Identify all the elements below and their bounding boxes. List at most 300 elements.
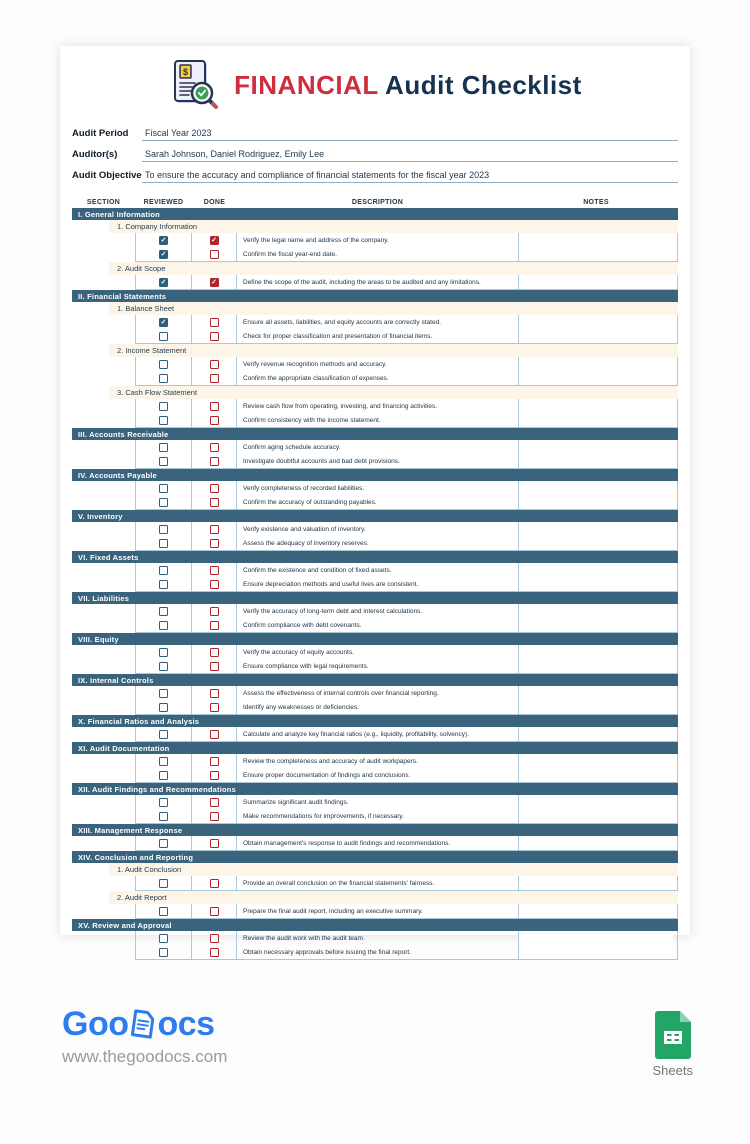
audit-objective-label: Audit Objective — [72, 170, 142, 181]
row-description: Review the completeness and accuracy of audit workpapers. — [243, 757, 418, 765]
reviewed-cell — [136, 836, 192, 850]
reviewed-cell — [136, 931, 192, 945]
audit-period-label: Audit Period — [72, 128, 129, 139]
reviewed-cell — [136, 904, 192, 918]
done-cell — [192, 645, 237, 659]
checklist-group — [135, 876, 678, 891]
reviewed-cell — [136, 522, 192, 536]
section-header: V. Inventory — [72, 510, 678, 522]
reviewed-checkbox[interactable] — [159, 580, 168, 589]
row-description: Verify the accuracy of long-term debt and interest calculations. — [243, 607, 423, 615]
section-header: II. Financial Statements — [72, 290, 678, 302]
checklist-group — [135, 727, 678, 742]
goodocs-logo[interactable] — [62, 1005, 227, 1044]
checklist-row — [136, 659, 518, 673]
checklist-group — [135, 604, 678, 633]
notes-cell[interactable] — [518, 727, 673, 741]
column-header-description: DESCRIPTION — [351, 198, 404, 206]
row-description: Prepare the final audit report, including an executive summary. — [243, 907, 423, 915]
reviewed-cell — [136, 495, 192, 509]
reviewed-checkbox[interactable] — [159, 402, 168, 411]
section-header: XI. Audit Documentation — [72, 742, 678, 754]
document-header — [72, 54, 678, 116]
checklist-group — [135, 645, 678, 674]
reviewed-checkbox[interactable]: ✓ — [160, 278, 167, 286]
checklist-row — [136, 357, 518, 371]
done-checkbox[interactable] — [210, 730, 219, 739]
reviewed-cell — [136, 604, 192, 618]
reviewed-checkbox[interactable] — [159, 907, 168, 916]
done-cell — [192, 454, 237, 468]
checklist-row — [136, 481, 518, 495]
section-header: X. Financial Ratios and Analysis — [72, 715, 678, 727]
auditors-label: Auditor(s) — [72, 149, 118, 160]
section-header: IV. Accounts Payable — [72, 469, 678, 481]
row-description: Ensure all assets, liabilities, and equity accounts are correctly stated. — [243, 318, 441, 326]
reviewed-checkbox[interactable] — [159, 621, 168, 630]
done-cell — [192, 536, 237, 550]
checklist-row — [136, 604, 518, 618]
checklist-row — [136, 795, 518, 809]
reviewed-cell — [136, 754, 192, 768]
done-checkbox[interactable] — [210, 771, 219, 780]
checklist-row — [136, 836, 518, 850]
reviewed-checkbox[interactable] — [159, 332, 168, 341]
done-cell — [192, 727, 237, 741]
section-header: IX. Internal Controls — [72, 674, 678, 686]
reviewed-cell — [136, 563, 192, 577]
row-description: Ensure proper documentation of findings and conclusions. — [243, 771, 411, 779]
title-financial: FINANCIAL — [234, 69, 379, 100]
notes-cell[interactable] — [518, 876, 673, 890]
done-checkbox[interactable] — [210, 839, 219, 848]
checklist-row — [136, 931, 518, 945]
reviewed-cell — [136, 413, 192, 427]
done-cell — [192, 563, 237, 577]
checklist-row — [136, 329, 518, 343]
column-header-section: SECTION — [86, 198, 121, 206]
reviewed-cell — [136, 371, 192, 385]
checklist-group — [135, 481, 678, 510]
notes-cell[interactable] — [518, 645, 673, 673]
notes-cell[interactable] — [518, 604, 673, 632]
checklist-group — [135, 686, 678, 715]
reviewed-cell — [136, 945, 192, 959]
row-description: Assess the adequacy of inventory reserves. — [243, 539, 369, 547]
checklist-rows — [136, 481, 518, 509]
notes-cell[interactable] — [518, 686, 673, 714]
done-cell — [192, 945, 237, 959]
checklist-rows — [136, 399, 518, 427]
reviewed-checkbox[interactable] — [159, 757, 168, 766]
done-checkbox[interactable] — [210, 907, 219, 916]
row-description: Ensure depreciation methods and useful lives are consistent. — [243, 580, 419, 588]
checklist-row — [136, 413, 518, 427]
checklist-row — [136, 454, 518, 468]
reviewed-checkbox[interactable] — [159, 662, 168, 671]
row-description: Calculate and analyze key financial ratios (e.g., liquidity, profitability, solvency). — [243, 730, 469, 738]
checklist-row — [136, 577, 518, 591]
done-checkbox[interactable] — [210, 360, 219, 369]
checklist-row — [136, 233, 518, 247]
done-checkbox[interactable] — [210, 580, 219, 589]
checklist-row — [136, 645, 518, 659]
reviewed-checkbox[interactable] — [159, 607, 168, 616]
checklist-rows — [136, 315, 518, 343]
page-title — [234, 70, 582, 101]
checklist-rows — [136, 357, 518, 385]
done-cell — [192, 931, 237, 945]
checklist-rows — [136, 876, 518, 890]
reviewed-checkbox[interactable] — [159, 539, 168, 548]
checklist-row — [136, 700, 518, 714]
auditors-value: Sarah Johnson, Daniel Rodriguez, Emily Lee — [142, 149, 678, 162]
auditors-row — [72, 141, 678, 162]
notes-cell[interactable] — [518, 357, 673, 385]
reviewed-cell — [136, 659, 192, 673]
reviewed-checkbox[interactable] — [159, 498, 168, 507]
google-sheets-icon — [655, 1011, 691, 1059]
audit-objective-value: To ensure the accuracy and compliance of financial statements for the fiscal year 2023 — [142, 170, 678, 183]
done-checkbox[interactable] — [210, 607, 219, 616]
section-header: VI. Fixed Assets — [72, 551, 678, 563]
reviewed-checkbox[interactable] — [159, 457, 168, 466]
done-cell — [192, 247, 237, 261]
reviewed-checkbox[interactable] — [159, 689, 168, 698]
done-cell — [192, 495, 237, 509]
row-description: Confirm the appropriate classification of expenses. — [243, 374, 389, 382]
row-description: Confirm the accuracy of outstanding payables. — [243, 498, 377, 506]
checklist-row — [136, 440, 518, 454]
done-cell — [192, 577, 237, 591]
done-checkbox[interactable] — [210, 484, 219, 493]
checklist-row — [136, 536, 518, 550]
column-header-reviewed: REVIEWED — [143, 198, 184, 206]
sheets-label: Sheets — [652, 1063, 693, 1078]
done-checkbox[interactable] — [210, 689, 219, 698]
row-description: Provide an overall conclusion on the financial statements' fairness. — [243, 879, 435, 887]
done-cell — [192, 413, 237, 427]
reviewed-checkbox[interactable] — [159, 525, 168, 534]
checklist-group — [135, 931, 678, 960]
reviewed-checkbox[interactable] — [159, 374, 168, 383]
reviewed-checkbox[interactable] — [159, 703, 168, 712]
row-description: Summarize significant audit findings. — [243, 798, 349, 806]
checklist-group — [135, 904, 678, 919]
checklist-rows — [136, 563, 518, 591]
reviewed-cell — [136, 686, 192, 700]
reviewed-cell — [136, 577, 192, 591]
checklist-row — [136, 686, 518, 700]
goodocs-brand — [62, 1005, 227, 1067]
checklist-rows — [136, 522, 518, 550]
notes-cell[interactable] — [518, 399, 673, 427]
section-header: XIV. Conclusion and Reporting — [72, 851, 678, 863]
reviewed-cell — [136, 700, 192, 714]
notes-cell[interactable] — [518, 315, 673, 343]
checklist-row — [136, 399, 518, 413]
done-cell — [192, 329, 237, 343]
notes-cell[interactable] — [518, 754, 673, 782]
reviewed-checkbox[interactable] — [159, 948, 168, 957]
subsection-header: 1. Balance Sheet — [109, 302, 678, 315]
done-cell — [192, 809, 237, 823]
goodocs-doc-icon — [130, 1009, 156, 1039]
row-description: Verify completeness of recorded liabilities. — [243, 484, 365, 492]
audit-document-magnifier-icon — [168, 59, 220, 111]
checklist-row — [136, 275, 518, 289]
checklist-row — [136, 247, 518, 261]
reviewed-cell — [136, 876, 192, 890]
document-page — [60, 46, 690, 956]
done-checkbox[interactable] — [210, 662, 219, 671]
column-header-done: DONE — [203, 198, 226, 206]
row-description: Verify the legal name and address of the company. — [243, 236, 389, 244]
reviewed-cell — [136, 275, 192, 289]
subsection-header: 1. Company Information — [109, 220, 678, 233]
reviewed-checkbox[interactable] — [159, 566, 168, 575]
subsection-header: 2. Audit Report — [109, 891, 678, 904]
website-url[interactable]: www.thegoodocs.com — [62, 1047, 228, 1066]
reviewed-cell — [136, 399, 192, 413]
checklist-row — [136, 618, 518, 632]
reviewed-cell — [136, 440, 192, 454]
reviewed-checkbox[interactable]: ✓ — [160, 236, 167, 244]
checklist-group — [135, 522, 678, 551]
reviewed-cell — [136, 536, 192, 550]
checklist-rows — [136, 233, 518, 261]
reviewed-cell — [136, 315, 192, 329]
row-description: Confirm compliance with debt covenants. — [243, 621, 362, 629]
checklist-row — [136, 809, 518, 823]
reviewed-cell — [136, 247, 192, 261]
checklist-group — [135, 754, 678, 783]
done-checkbox[interactable] — [210, 416, 219, 425]
subsection-header: 3. Cash Flow Statement — [109, 386, 678, 399]
reviewed-checkbox[interactable] — [159, 730, 168, 739]
checklist-row — [136, 876, 518, 890]
reviewed-checkbox[interactable] — [159, 798, 168, 807]
logo-text-ocs: ocs — [157, 1005, 215, 1043]
done-cell — [192, 440, 237, 454]
checklist-row — [136, 495, 518, 509]
done-checkbox[interactable] — [210, 402, 219, 411]
audit-period-row — [72, 120, 678, 141]
checklist-group — [135, 275, 678, 290]
reviewed-checkbox[interactable] — [159, 771, 168, 780]
section-header: I. General Information — [72, 208, 678, 220]
done-cell — [192, 754, 237, 768]
section-header: XIII. Management Response — [72, 824, 678, 836]
notes-cell[interactable] — [518, 275, 673, 289]
checklist-table — [72, 208, 678, 960]
checklist-row — [136, 563, 518, 577]
done-checkbox[interactable] — [210, 250, 219, 259]
svg-text:$: $ — [183, 67, 189, 77]
checklist-row — [136, 727, 518, 741]
checklist-rows — [136, 754, 518, 782]
done-cell — [192, 371, 237, 385]
done-checkbox[interactable] — [210, 443, 219, 452]
reviewed-cell — [136, 329, 192, 343]
done-checkbox[interactable] — [210, 332, 219, 341]
checklist-row — [136, 904, 518, 918]
subsection-header: 1. Audit Conclusion — [109, 863, 678, 876]
reviewed-cell — [136, 795, 192, 809]
checklist-row — [136, 768, 518, 782]
reviewed-cell — [136, 727, 192, 741]
done-cell — [192, 233, 237, 247]
row-description: Verify existence and valuation of inventory. — [243, 525, 366, 533]
done-checkbox[interactable] — [210, 374, 219, 383]
notes-cell[interactable] — [518, 563, 673, 591]
done-checkbox[interactable] — [210, 539, 219, 548]
row-description: Obtain necessary approvals before issuing the final report. — [243, 948, 412, 956]
reviewed-cell — [136, 645, 192, 659]
checklist-rows — [136, 931, 518, 959]
checklist-group — [135, 836, 678, 851]
checklist-group — [135, 357, 678, 386]
reviewed-checkbox[interactable] — [159, 839, 168, 848]
done-checkbox[interactable] — [210, 621, 219, 630]
done-checkbox[interactable] — [210, 798, 219, 807]
google-sheets-badge — [653, 1011, 693, 1078]
checklist-rows — [136, 727, 518, 741]
notes-cell[interactable] — [518, 904, 673, 918]
row-description: Ensure compliance with legal requirements. — [243, 662, 369, 670]
row-description: Confirm consistency with the income statement. — [243, 416, 381, 424]
row-description: Confirm aging schedule accuracy. — [243, 443, 341, 451]
checklist-group — [135, 563, 678, 592]
done-cell — [192, 686, 237, 700]
checklist-rows — [136, 645, 518, 673]
notes-cell[interactable] — [518, 440, 673, 468]
done-checkbox[interactable] — [210, 648, 219, 657]
done-cell — [192, 357, 237, 371]
reviewed-checkbox[interactable]: ✓ — [160, 250, 167, 258]
row-description: Review the audit work with the audit team. — [243, 934, 365, 942]
done-checkbox[interactable] — [210, 525, 219, 534]
reviewed-checkbox[interactable] — [159, 443, 168, 452]
done-cell — [192, 876, 237, 890]
done-checkbox[interactable] — [210, 566, 219, 575]
section-header: XV. Review and Approval — [72, 919, 678, 931]
reviewed-checkbox[interactable] — [159, 812, 168, 821]
row-description: Make recommendations for improvements, if necessary. — [243, 812, 404, 820]
reviewed-checkbox[interactable] — [159, 484, 168, 493]
checklist-rows — [136, 686, 518, 714]
reviewed-cell — [136, 481, 192, 495]
notes-cell[interactable] — [518, 836, 673, 850]
checklist-rows — [136, 604, 518, 632]
reviewed-checkbox[interactable] — [159, 879, 168, 888]
done-cell — [192, 399, 237, 413]
row-description: Assess the effectiveness of internal controls over financial reporting. — [243, 689, 439, 697]
row-description: Obtain management's response to audit findings and recommendations. — [243, 839, 451, 847]
done-checkbox[interactable] — [210, 948, 219, 957]
checklist-group — [135, 795, 678, 824]
notes-cell[interactable] — [518, 931, 673, 959]
done-cell — [192, 836, 237, 850]
checklist-rows — [136, 275, 518, 289]
done-cell — [192, 481, 237, 495]
done-checkbox[interactable] — [210, 934, 219, 943]
checklist-group — [135, 440, 678, 469]
checklist-row — [136, 945, 518, 959]
column-header-notes: NOTES — [583, 198, 609, 206]
done-cell — [192, 522, 237, 536]
checklist-row — [136, 315, 518, 329]
reviewed-checkbox[interactable] — [159, 934, 168, 943]
audit-objective-row — [72, 162, 678, 183]
subsection-header: 2. Income Statement — [109, 344, 678, 357]
checklist-rows — [136, 836, 518, 850]
row-description: Define the scope of the audit, including the areas to be audited and any limitations. — [243, 278, 481, 286]
done-checkbox[interactable] — [210, 757, 219, 766]
section-header: XII. Audit Findings and Recommendations — [72, 783, 678, 795]
done-checkbox[interactable] — [210, 812, 219, 821]
reviewed-checkbox[interactable] — [159, 648, 168, 657]
reviewed-checkbox[interactable] — [159, 416, 168, 425]
done-checkbox[interactable] — [210, 879, 219, 888]
row-description: Verify revenue recognition methods and accuracy. — [243, 360, 387, 368]
done-cell — [192, 315, 237, 329]
section-header: VIII. Equity — [72, 633, 678, 645]
notes-cell[interactable] — [518, 522, 673, 550]
reviewed-cell — [136, 454, 192, 468]
title-audit-checklist: Audit Checklist — [378, 69, 582, 100]
done-cell — [192, 604, 237, 618]
section-header: III. Accounts Receivable — [72, 428, 678, 440]
reviewed-cell — [136, 233, 192, 247]
row-description: Review cash flow from operating, investing, and financing activities. — [243, 402, 438, 410]
row-description: Verify the accuracy of equity accounts. — [243, 648, 354, 656]
done-checkbox[interactable] — [210, 318, 219, 327]
done-cell — [192, 275, 237, 289]
row-description: Investigate doubtful accounts and bad debt provisions. — [243, 457, 400, 465]
notes-cell[interactable] — [518, 481, 673, 509]
done-checkbox[interactable]: ✓ — [211, 278, 217, 286]
table-header — [72, 196, 678, 208]
reviewed-checkbox[interactable] — [159, 360, 168, 369]
reviewed-cell — [136, 357, 192, 371]
row-description: Confirm the existence and condition of fixed assets. — [243, 566, 392, 574]
checklist-rows — [136, 440, 518, 468]
done-checkbox[interactable] — [210, 457, 219, 466]
notes-cell[interactable] — [518, 795, 673, 823]
row-description: Check for proper classification and presentation of financial items. — [243, 332, 433, 340]
done-cell — [192, 795, 237, 809]
notes-cell[interactable] — [518, 233, 673, 261]
checklist-row — [136, 522, 518, 536]
audit-period-value: Fiscal Year 2023 — [142, 128, 678, 141]
reviewed-cell — [136, 809, 192, 823]
done-cell — [192, 904, 237, 918]
checklist-group — [135, 399, 678, 428]
done-checkbox[interactable] — [210, 498, 219, 507]
subsection-header: 2. Audit Scope — [109, 262, 678, 275]
done-checkbox[interactable] — [210, 703, 219, 712]
checklist-row — [136, 754, 518, 768]
reviewed-checkbox[interactable]: ✓ — [160, 318, 167, 326]
row-description: Confirm the fiscal year-end date. — [243, 250, 337, 258]
reviewed-cell — [136, 768, 192, 782]
done-checkbox[interactable]: ✓ — [211, 236, 217, 244]
done-cell — [192, 659, 237, 673]
meta-fields — [72, 120, 678, 183]
done-cell — [192, 768, 237, 782]
checklist-row — [136, 371, 518, 385]
